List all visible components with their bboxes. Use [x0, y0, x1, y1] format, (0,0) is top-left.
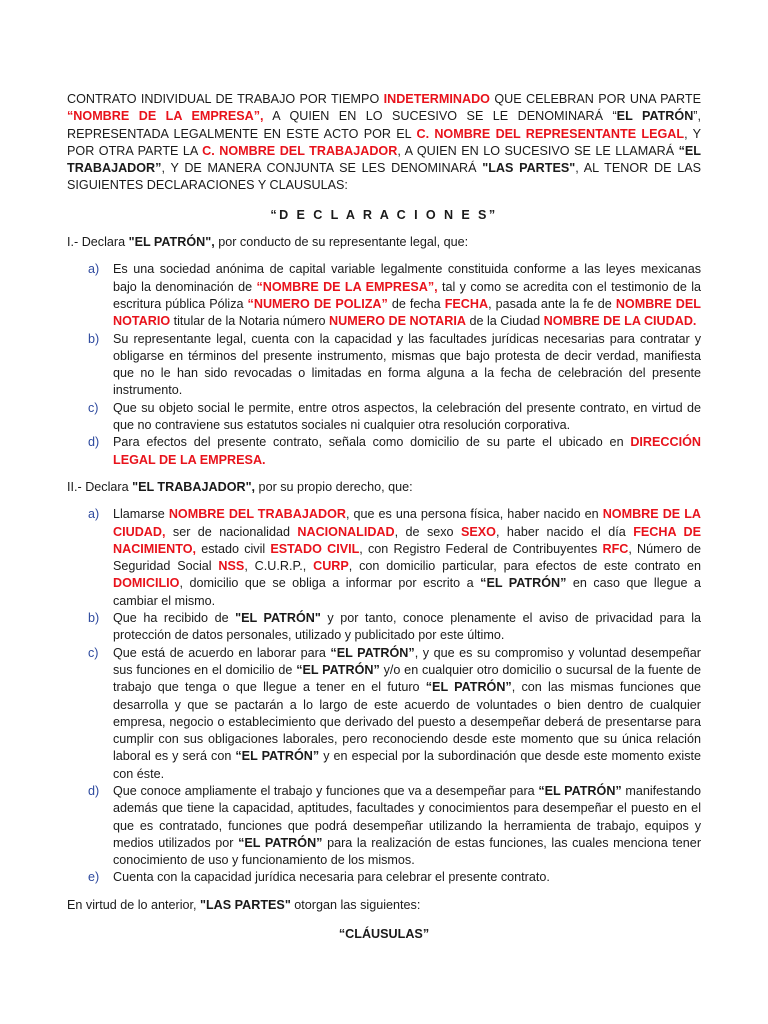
text-run: , A QUIEN EN LO SUCESIVO SE LE LLAMARÁ: [397, 143, 679, 158]
list-marker: c): [88, 645, 99, 660]
list-marker: b): [88, 331, 100, 346]
defined-term: "LAS PARTES": [200, 897, 291, 912]
text-run: tal y como se acredita con el testimonio de la escritura pública Póliza: [113, 279, 701, 311]
placeholder-field: “NOMBRE DE LA EMPRESA”,: [67, 109, 264, 124]
placeholder-field: NOMBRE DE LA CIUDAD,: [113, 507, 701, 539]
placeholder-field: “NOMBRE DE LA EMPRESA”,: [256, 279, 438, 294]
placeholder-field: NOMBRE DEL NOTARIO: [113, 296, 701, 329]
text-run: y por tanto, conoce plenamente el aviso de privacidad para la protección de datos personales, utilizado y publicitado por este último.: [113, 611, 702, 643]
text-run: titular de la Notaria número: [170, 314, 330, 329]
text-run: , domicilio que se obliga a informar por escrito a: [179, 576, 481, 591]
text-run: Que su objeto social le permite, entre otros aspectos, la celebración del presente contrato, en virtud de que no contraviene sus estatutos sociales ni cualquier otra resolución corporativa.: [113, 400, 701, 433]
section-1-list: [67, 261, 701, 469]
placeholder-field: INDETERMINADO: [383, 92, 490, 106]
text-run: , que es una persona física, haber nacido en: [345, 507, 603, 522]
placeholder-field: NUMERO DE NOTARIA: [329, 314, 466, 329]
list-marker: b): [88, 611, 100, 626]
list-item: [67, 869, 701, 886]
placeholder-field: RFC: [602, 541, 629, 556]
list-marker: e): [88, 870, 100, 885]
list-marker: d): [88, 783, 100, 798]
text-run: para la realización de estas funciones, las cuales menciona tener conocimiento de uso y funcionamiento de los mismos.: [113, 835, 702, 868]
placeholder-field: FECHA DE NACIMIENTO,: [113, 524, 702, 556]
text-run: A QUIEN EN LO SUCESIVO SE LE DENOMINARÁ “: [263, 109, 617, 124]
declaraciones-heading: “D E C L A R A C I O N E S”: [270, 207, 498, 222]
clausulas-heading: “CLÁUSULAS”: [338, 927, 430, 942]
placeholder-field: C. NOMBRE DEL REPRESENTANTE LEGAL: [416, 126, 685, 141]
text-run: , Y POR OTRA PARTE LA: [67, 126, 701, 158]
defined-term: "EL PATRÓN",: [128, 235, 215, 250]
defined-term: “EL PATRÓN”: [425, 680, 512, 695]
text-run: ”, REPRESENTADA LEGALMENTE EN ESTE ACTO POR EL: [67, 109, 701, 141]
defined-term: "LAS PARTES": [482, 161, 576, 176]
list-marker: c): [88, 400, 99, 415]
placeholder-field: NSS: [218, 559, 245, 574]
defined-term: "EL PATRÓN": [235, 611, 321, 626]
placeholder-field: DIRECCIÓN LEGAL DE LA EMPRESA.: [113, 435, 701, 467]
text-run: , Número de Seguridad Social: [113, 541, 702, 574]
list-marker: a): [88, 507, 100, 522]
text-run: y/o en cualquier otro domicilio o sucursal de la fuente de trabajo que tenga o que llegue a tener en el futuro: [113, 662, 702, 695]
text-run: Para efectos del presente contrato, señala como domicilio de su parte el ubicado en: [113, 435, 631, 450]
defined-term: “EL PATRÓN”: [235, 749, 320, 764]
text-run: Es una sociedad anónima de capital variable legalmente constituida conforme a las leyes mexicanas bajo la denominación de: [113, 262, 701, 294]
text-run: por conducto de su representante legal, que:: [214, 235, 469, 250]
text-run: , Y DE MANERA CONJUNTA SE LES DENOMINARÁ: [161, 161, 483, 176]
text-run: , con domicilio particular, para efectos de este contrato en: [348, 559, 701, 574]
defined-term: EL PATRÓN: [616, 109, 694, 124]
placeholder-field: “NUMERO DE POLIZA”: [247, 296, 388, 311]
text-run: por su propio derecho, que:: [255, 479, 413, 494]
defined-term: “EL PATRÓN”: [480, 576, 567, 591]
list-item: [67, 434, 701, 469]
section-1-intro: [67, 234, 701, 251]
placeholder-field: C. NOMBRE DEL TRABAJADOR: [202, 143, 398, 158]
section-2-intro: [67, 479, 701, 496]
defined-term: “EL PATRÓN”: [296, 662, 380, 677]
placeholder-field: CURP: [313, 559, 349, 574]
list-item: [67, 783, 701, 869]
text-run: manifestando además que tiene la capacidad, aptitudes, facultades y conocimientos para desempeñar el puesto en el que es contratado, funciones que podrá desempeñar utilizando la herramienta de trabajo, equipos y medios utilizados por: [113, 783, 701, 850]
text-run: , con las mismas funciones que desarrolla y que se pactarán a lo largo de este acuerdo de voluntades o bien dentro de cualquier empresa, negocio o establecimiento que derivado del puesto a desempeñar deberá de presentarse para cumplir con sus obligaciones laborales, pero reconociendo desde este momento que su única relación laboral es y será con: [113, 680, 702, 764]
document-body: [67, 91, 701, 943]
defined-term: “EL PATRÓN”: [538, 783, 622, 798]
text-run: , AL TENOR DE LAS SIGUIENTES DECLARACIONES Y CLAUSULAS:: [67, 161, 701, 193]
text-run: de fecha: [387, 296, 445, 311]
text-run: estado civil: [196, 541, 271, 556]
text-run: QUE CELEBRAN POR UNA PARTE: [489, 92, 701, 106]
placeholder-field: SEXO: [460, 524, 496, 539]
list-marker: d): [88, 435, 100, 450]
text-run: II.- Declara: [67, 479, 133, 494]
section-2-list: [67, 506, 701, 887]
placeholder-field: NACIONALIDAD: [297, 524, 395, 539]
text-run: CONTRATO INDIVIDUAL DE TRABAJO POR TIEMPO: [67, 92, 384, 106]
text-run: y en especial por la subordinación que desde este momento existe con éste.: [113, 749, 701, 781]
placeholder-field: ESTADO CIVIL: [270, 541, 360, 556]
text-run: I.- Declara: [67, 235, 129, 250]
placeholder-field: NOMBRE DEL TRABAJADOR: [168, 507, 346, 522]
defined-term: “EL TRABAJADOR”: [67, 143, 701, 176]
text-run: Que ha recibido de: [113, 611, 236, 626]
text-run: Llamarse: [113, 507, 169, 522]
text-run: Que conoce ampliamente el trabajo y funciones que va a desempeñar para: [113, 783, 539, 798]
defined-term: "EL TRABAJADOR",: [132, 479, 256, 494]
contract-intro: [67, 91, 701, 195]
list-item: [67, 645, 701, 783]
text-run: , haber nacido el día: [495, 524, 634, 539]
closing-paragraph: [67, 897, 701, 914]
text-run: Que está de acuerdo en laborar para: [113, 645, 331, 660]
list-item: [67, 261, 701, 330]
text-run: En virtud de lo anterior,: [67, 897, 201, 912]
placeholder-field: FECHA: [444, 296, 489, 311]
text-run: , C.U.R.P.,: [244, 559, 314, 574]
placeholder-field: NOMBRE DE LA CIUDAD.: [543, 314, 697, 329]
text-run: otorgan las siguientes:: [290, 897, 421, 912]
text-run: Su representante legal, cuenta con la capacidad y las facultades jurídicas necesarias para contratar y obligarse en términos del presente instrumento, mismas que bajo protesta de decir verdad, manifiesta que no le han sido revocadas o limitadas en forma alguna a la fecha de celebración del presente instrumento.: [113, 331, 701, 398]
text-run: , de sexo: [394, 524, 461, 539]
defined-term: “EL PATRÓN”: [330, 645, 415, 660]
list-item: [67, 610, 701, 645]
list-item: [67, 400, 701, 435]
text-run: en caso que llegue a cambiar el mismo.: [113, 576, 702, 608]
text-run: , con Registro Federal de Contribuyentes: [359, 541, 603, 556]
text-run: , pasada ante la fe de: [488, 296, 616, 311]
list-item: [67, 331, 701, 400]
text-run: , y que es su compromiso y voluntad desempeñar sus funciones en el domicilio de: [113, 645, 701, 677]
text-run: Cuenta con la capacidad jurídica necesaria para celebrar el presente contrato.: [113, 870, 550, 885]
text-run: de la Ciudad: [465, 314, 544, 329]
text-run: ser de nacionalidad: [165, 524, 298, 539]
defined-term: “EL PATRÓN”: [238, 835, 323, 850]
list-marker: a): [88, 262, 100, 277]
list-item: [67, 506, 701, 610]
placeholder-field: DOMICILIO: [113, 576, 180, 591]
